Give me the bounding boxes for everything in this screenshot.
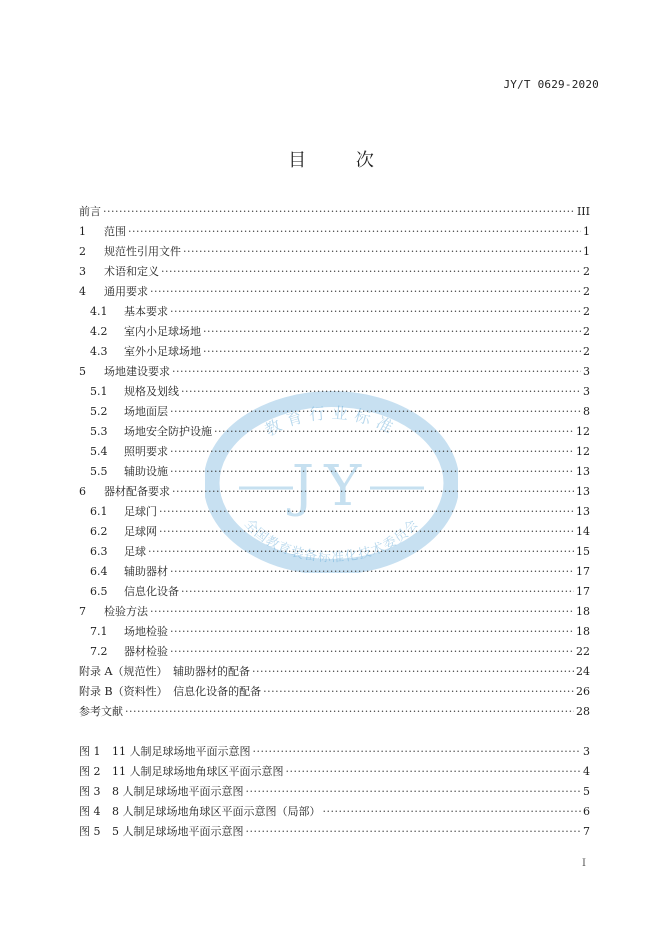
toc-leader-dots — [203, 342, 581, 362]
toc-leader-dots — [159, 502, 574, 522]
toc-entry-label: 术语和定义 — [104, 265, 159, 278]
toc-entry-page: 1 — [583, 245, 590, 258]
toc-entry[interactable] — [79, 462, 590, 482]
toc-entry-label: 场地检验 — [124, 625, 168, 638]
toc-entry-page: 18 — [576, 605, 590, 618]
toc-leader-dots — [103, 202, 575, 222]
toc-entry-label: 通用要求 — [104, 285, 148, 298]
toc-leader-dots — [150, 602, 574, 622]
toc-entry-page: 8 — [583, 405, 590, 418]
toc-leader-dots — [159, 522, 574, 542]
toc-entry-label: 辅助设施 — [124, 465, 168, 478]
toc-entry-page: 18 — [576, 625, 590, 638]
toc-leader-dots — [252, 662, 574, 682]
toc-entry-page: 6 — [583, 805, 590, 818]
toc-entry[interactable] — [79, 222, 590, 242]
toc-entry-label: 室内小足球场地 — [124, 325, 201, 338]
toc-entry[interactable] — [79, 562, 590, 582]
watermark-center-text: JY — [291, 454, 372, 519]
toc-entry[interactable] — [79, 542, 590, 562]
toc-entry-number: 5.2 — [90, 405, 108, 418]
toc-entry-page: 22 — [576, 645, 590, 658]
toc-entry-label: 范围 — [104, 225, 126, 238]
toc-entry-label: 器材配备要求 — [104, 485, 170, 498]
toc-entry[interactable] — [79, 782, 590, 802]
toc-entry-number: 图 4 — [79, 805, 101, 818]
standard-number: JY/T 0629-2020 — [503, 78, 599, 91]
toc-entry-page: III — [576, 205, 590, 218]
toc-entry-page: 4 — [583, 765, 590, 778]
toc-entry[interactable] — [79, 242, 590, 262]
toc-entry[interactable] — [79, 422, 590, 442]
toc-entry-page: 13 — [576, 505, 590, 518]
toc-entry-page: 17 — [576, 585, 590, 598]
toc-entry-label: 参考文献 — [79, 705, 123, 718]
toc-entry-label: 辅助器材 — [124, 565, 168, 578]
toc-entry-label: 照明要求 — [124, 445, 168, 458]
toc-entry[interactable] — [79, 642, 590, 662]
toc-entry-page: 14 — [576, 525, 590, 538]
toc-entry[interactable] — [79, 342, 590, 362]
toc-entry-number: 图 3 — [79, 785, 101, 798]
toc-leader-dots — [253, 742, 582, 762]
toc-entry-number: 1 — [79, 225, 86, 238]
toc-entry-label: 足球网 — [124, 525, 157, 538]
toc-entry-number: 5.4 — [90, 445, 108, 458]
toc-leader-dots — [170, 402, 581, 422]
toc-entry[interactable] — [79, 322, 590, 342]
toc-entry[interactable] — [79, 602, 590, 622]
toc-leader-dots — [246, 782, 582, 802]
toc-entry-number: 图 5 — [79, 825, 101, 838]
toc-entry-number: 6.4 — [90, 565, 108, 578]
toc-entry[interactable] — [79, 682, 590, 702]
toc-entry-page: 26 — [576, 685, 590, 698]
toc-entry-label: 场地建设要求 — [104, 365, 170, 378]
toc-entry-number: 6.2 — [90, 525, 108, 538]
watermark-bottom-text: 全国教育装备标准化技术委员会 — [241, 516, 422, 566]
toc-entry-number: 4.3 — [90, 345, 108, 358]
toc-entry-page: 13 — [576, 465, 590, 478]
toc-entry-page: 24 — [576, 665, 590, 678]
toc-entry[interactable] — [79, 282, 590, 302]
toc-entry-label: 附录 A（规范性） 辅助器材的配备 — [79, 665, 250, 678]
toc-leader-dots — [263, 682, 574, 702]
toc-leader-dots — [286, 762, 582, 782]
toc-entry[interactable] — [79, 802, 590, 822]
toc-entry-number: 2 — [79, 245, 86, 258]
toc-entry-number: 5.1 — [90, 385, 108, 398]
toc-entry[interactable] — [79, 362, 590, 382]
toc-entry[interactable] — [79, 302, 590, 322]
toc-entry[interactable] — [79, 742, 590, 762]
toc-entry-number: 4.1 — [90, 305, 108, 318]
toc-leader-dots — [172, 482, 574, 502]
table-of-contents — [79, 202, 590, 722]
toc-entry[interactable] — [79, 402, 590, 422]
toc-entry-number: 6.1 — [90, 505, 108, 518]
toc-entry-label: 前言 — [79, 205, 101, 218]
toc-entry-page: 1 — [583, 225, 590, 238]
toc-entry-page: 7 — [583, 825, 590, 838]
toc-entry-label: 信息化设备 — [124, 585, 179, 598]
toc-entry-page: 3 — [583, 745, 590, 758]
toc-leader-dots — [214, 422, 574, 442]
toc-entry-page: 3 — [583, 385, 590, 398]
toc-entry-label: 场地面层 — [124, 405, 168, 418]
toc-entry-page: 17 — [576, 565, 590, 578]
toc-entry-label: 足球门 — [124, 505, 157, 518]
toc-leader-dots — [203, 322, 581, 342]
toc-leader-dots — [148, 542, 574, 562]
toc-entry-page: 2 — [583, 305, 590, 318]
toc-entry[interactable] — [79, 702, 590, 722]
toc-entry-number: 6.3 — [90, 545, 108, 558]
toc-leader-dots — [170, 622, 574, 642]
toc-entry-page: 3 — [583, 365, 590, 378]
toc-entry-number: 5.5 — [90, 465, 108, 478]
toc-entry-number: 5.3 — [90, 425, 108, 438]
toc-entry-number: 7 — [79, 605, 86, 618]
toc-entry-number: 6.5 — [90, 585, 108, 598]
watermark-top-text: 教育行业标准 — [261, 403, 402, 440]
toc-entry[interactable] — [79, 662, 590, 682]
toc-entry-label: 足球 — [124, 545, 146, 558]
toc-entry[interactable] — [79, 502, 590, 522]
toc-entry-page: 12 — [576, 425, 590, 438]
toc-entry[interactable] — [79, 522, 590, 542]
toc-leader-dots — [323, 802, 582, 822]
toc-leader-dots — [246, 822, 582, 842]
toc-leader-dots — [172, 362, 581, 382]
toc-entry-label: 检验方法 — [104, 605, 148, 618]
toc-entry-label: 器材检验 — [124, 645, 168, 658]
toc-entry-number: 3 — [79, 265, 86, 278]
toc-entry[interactable] — [79, 582, 590, 602]
toc-entry[interactable] — [79, 822, 590, 842]
toc-leader-dots — [170, 442, 574, 462]
toc-entry-page: 2 — [583, 345, 590, 358]
toc-leader-dots — [125, 702, 574, 722]
toc-entry-label: 8 人制足球场地平面示意图 — [112, 785, 244, 798]
toc-entry[interactable] — [79, 262, 590, 282]
toc-entry-label: 场地安全防护设施 — [124, 425, 212, 438]
toc-entry-page: 2 — [583, 265, 590, 278]
toc-entry-page: 28 — [576, 705, 590, 718]
toc-entry-page: 2 — [583, 285, 590, 298]
toc-leader-dots — [181, 382, 581, 402]
toc-entry-label: 11 人制足球场地角球区平面示意图 — [112, 765, 284, 778]
toc-entry-label: 室外小足球场地 — [124, 345, 201, 358]
toc-entry-label: 规格及划线 — [124, 385, 179, 398]
toc-leader-dots — [183, 242, 581, 262]
toc-entry-page: 5 — [583, 785, 590, 798]
toc-entry-page: 12 — [576, 445, 590, 458]
toc-entry-number: 4 — [79, 285, 86, 298]
toc-entry-number: 7.2 — [90, 645, 108, 658]
toc-entry-number: 图 2 — [79, 765, 101, 778]
page-number: I — [582, 858, 586, 869]
toc-entry-page: 15 — [576, 545, 590, 558]
toc-entry-number: 7.1 — [90, 625, 108, 638]
toc-entry-label: 规范性引用文件 — [104, 245, 181, 258]
toc-leader-dots — [181, 582, 574, 602]
toc-entry[interactable] — [79, 382, 590, 402]
toc-leader-dots — [128, 222, 581, 242]
page-title: 目 次 — [288, 150, 396, 171]
list-of-figures — [79, 742, 590, 842]
toc-entry-number: 6 — [79, 485, 86, 498]
toc-entry-page: 2 — [583, 325, 590, 338]
toc-entry[interactable] — [79, 202, 590, 222]
toc-entry-label: 5 人制足球场地平面示意图 — [112, 825, 244, 838]
toc-leader-dots — [170, 302, 581, 322]
toc-entry-label: 11 人制足球场地平面示意图 — [112, 745, 251, 758]
toc-entry-number: 5 — [79, 365, 86, 378]
toc-leader-dots — [170, 462, 574, 482]
toc-entry[interactable] — [79, 482, 590, 502]
toc-entry-label: 附录 B（资料性） 信息化设备的配备 — [79, 685, 262, 698]
toc-entry[interactable] — [79, 442, 590, 462]
toc-entry-label: 8 人制足球场地角球区平面示意图（局部） — [112, 805, 321, 818]
toc-entry-number: 4.2 — [90, 325, 108, 338]
toc-entry-page: 13 — [576, 485, 590, 498]
toc-entry-label: 基本要求 — [124, 305, 168, 318]
toc-entry-number: 图 1 — [79, 745, 101, 758]
toc-entry[interactable] — [79, 622, 590, 642]
toc-leader-dots — [170, 642, 574, 662]
toc-leader-dots — [170, 562, 574, 582]
toc-entry[interactable] — [79, 762, 590, 782]
toc-leader-dots — [161, 262, 581, 282]
toc-leader-dots — [150, 282, 581, 302]
